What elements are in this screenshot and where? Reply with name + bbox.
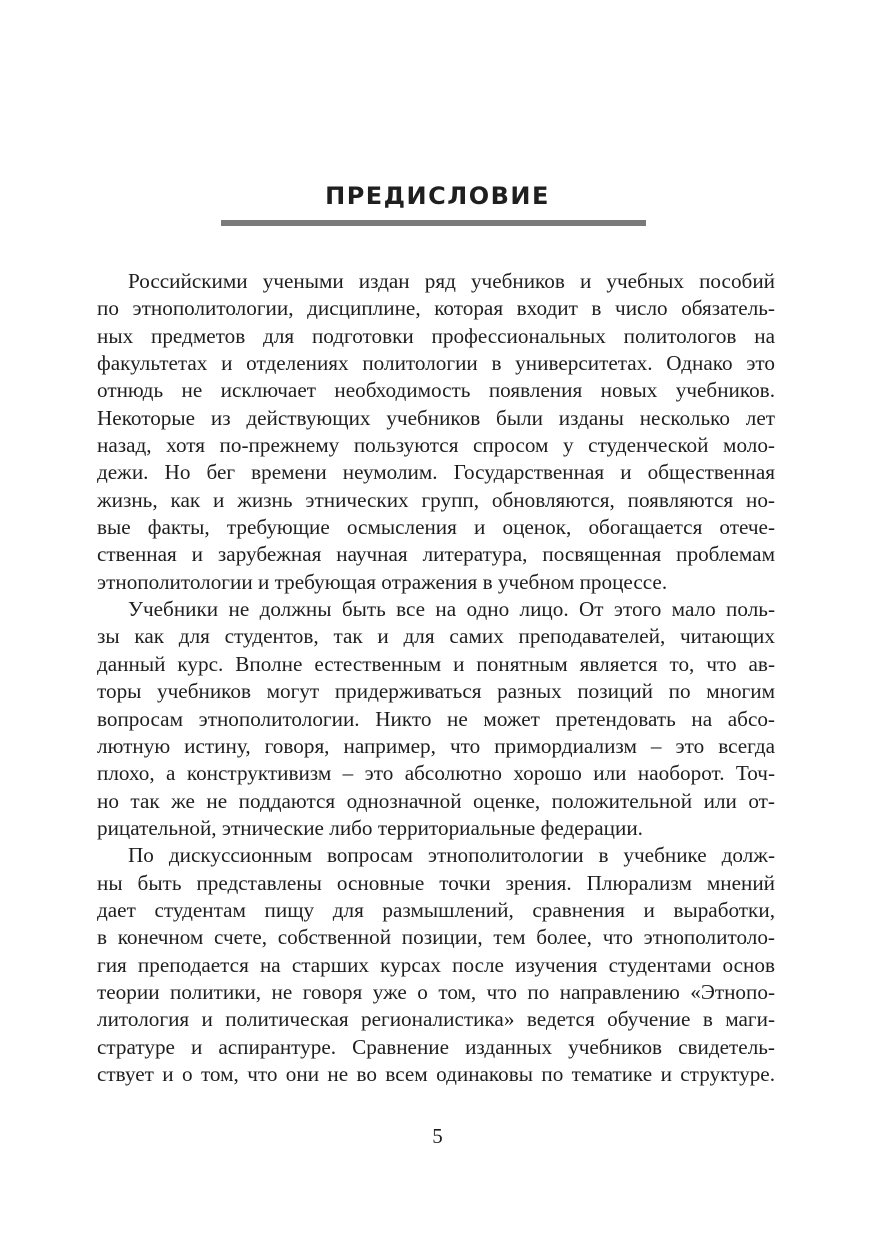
text-line: ны быть представлены основные точки зрения. Плюрализм мнений (97, 870, 775, 895)
text-line: отнюдь не исключает необходимость появления новых учебников. (97, 378, 775, 403)
text-line: Российскими учеными издан ряд учебников и учебных пособий (128, 269, 775, 293)
paragraph-3 (97, 842, 775, 1088)
text-line: факультетах и отделениях политологии в университетах. Однако это (97, 351, 775, 376)
title-underline (221, 220, 646, 226)
text-line: дает студентам пищу для размышлений, сравнения и выработки, (97, 897, 775, 922)
text-line: гия преподается на старших курсах после изучения студентами основ (97, 952, 775, 977)
text-line: дежи. Но бег времени неумолим. Государственная и общественная (97, 460, 775, 485)
body-text (97, 268, 775, 1088)
text-line: данный курс. Вполне естественным и понятным является то, что ав- (97, 651, 775, 676)
text-line: Некоторые из действующих учебников были изданы несколько лет (97, 405, 775, 430)
text-line: литология и политическая регионалистика» ведется обучение в маги- (97, 1007, 775, 1032)
text-line: назад, хотя по-прежнему пользуются спросом у студенческой моло- (97, 433, 775, 458)
text-line: рицательной, этнические либо территориальные федерации. (97, 815, 643, 840)
text-line: По дискуссионным вопросам этнополитологии в учебнике долж- (128, 843, 775, 868)
text-line: этнополитологии и требующая отражения в учебном процессе. (97, 569, 668, 594)
text-line: жизнь, как и жизнь этнических групп, обновляются, появляются но- (97, 487, 775, 512)
text-line: плохо, а конструктивизм – это абсолютно хорошо или наоборот. Точ- (97, 761, 775, 786)
text-line: ных предметов для подготовки профессиональных политологов на (97, 323, 775, 348)
text-line: теории политики, не говоря уже о том, что по направлению «Этнопо- (97, 979, 775, 1004)
text-line: зы как для студентов, так и для самих преподавателей, читающих (97, 624, 775, 649)
text-line: по этнополитологии, дисциплине, которая входит в число обязатель- (97, 296, 775, 321)
paragraph-2 (97, 596, 775, 842)
text-line: вые факты, требующие осмысления и оценок, обогащается отече- (97, 515, 775, 540)
paragraph-1 (97, 268, 775, 596)
text-line: Учебники не должны быть все на одно лицо. От этого мало поль- (128, 597, 775, 622)
text-line: лютную истину, говоря, например, что примордиализм – это всегда (97, 733, 775, 758)
text-line: ствует и о том, что они не во всем одинаковы по тематике и структуре. (97, 1061, 775, 1086)
page-title: ПРЕДИСЛОВИЕ (325, 182, 550, 210)
text-line: торы учебников могут придерживаться разных позиций по многим (97, 679, 775, 704)
text-line: но так же не поддаются однозначной оценке, положительной или от- (97, 788, 775, 813)
text-line: вопросам этнополитологии. Никто не может претендовать на абсо- (97, 706, 775, 731)
text-line: стратуре и аспирантуре. Сравнение изданных учебников свидетель- (97, 1034, 775, 1059)
page-number: 5 (432, 1124, 443, 1148)
text-line: в конечном счете, собственной позиции, тем более, что этнополитоло- (97, 925, 775, 950)
text-line: ственная и зарубежная научная литература, посвященная проблемам (97, 542, 775, 567)
